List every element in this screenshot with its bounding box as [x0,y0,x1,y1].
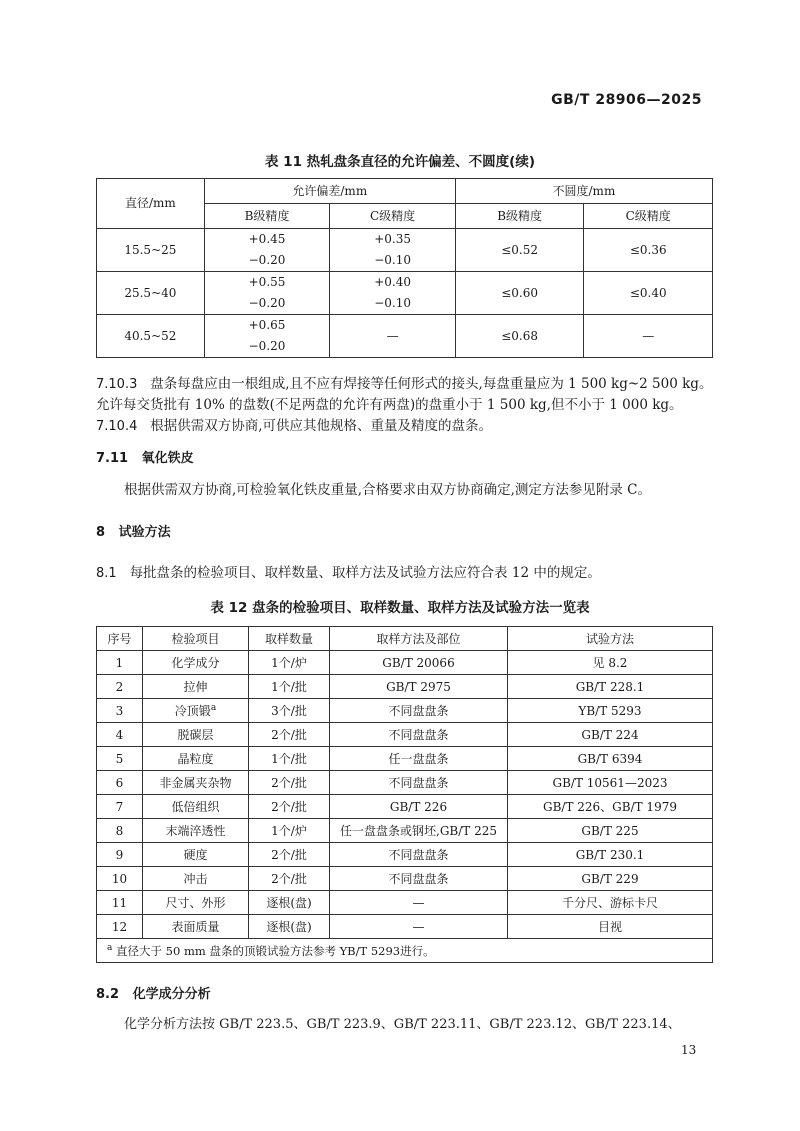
no-cell: 1 [97,651,143,675]
table-row [97,272,713,315]
sampling-cell: GB/T 2975 [330,675,508,699]
item-cell [143,699,249,723]
table-row [97,723,713,747]
lower-value: −0.20 [248,296,286,310]
item-text: 冷顶锻 [174,704,211,718]
no-cell: 7 [97,795,143,819]
table-note-row [97,939,713,963]
item-cell: 尺寸、外形 [143,891,249,915]
table-row [97,315,713,358]
qty-cell: 2个/批 [249,771,330,795]
method-cell: 见 8.2 [508,651,713,675]
table-12 [96,626,713,963]
header-c-grade: C级精度 [584,204,713,229]
table-row [97,795,713,819]
section-title: 氧化铁皮 [141,451,194,466]
header-tolerance: 允许偏差/mm [204,179,455,204]
tolerance-c-cell [330,272,456,315]
method-cell: 千分尺、游标卡尺 [508,891,713,915]
table-row [97,867,713,891]
no-cell: 4 [97,723,143,747]
method-cell: GB/T 225 [508,819,713,843]
table-row [97,651,713,675]
qty-cell: 1个/批 [249,675,330,699]
item-cell: 低倍组织 [143,795,249,819]
sampling-cell: — [330,891,508,915]
section-8-2-text: 化学分析方法按 GB/T 223.5、GB/T 223.9、GB/T 223.11、GB/T 223.12、GB/T 223.14、 [124,1017,681,1032]
ovality-b-cell: ≤0.68 [455,315,584,358]
clause-number: 7.10.3 [96,377,138,392]
diameter-cell: 25.5~40 [97,272,205,315]
table-row [97,819,713,843]
item-cell: 拉伸 [143,675,249,699]
section-title: 化学成分分析 [132,987,211,1002]
ovality-c-cell: ≤0.36 [584,229,713,272]
lower-value: −0.20 [248,339,286,353]
header-diameter: 直径/mm [97,179,205,229]
no-cell: 10 [97,867,143,891]
section-number: 8.2 [96,987,120,1002]
tolerance-b-cell [204,272,330,315]
method-cell: GB/T 224 [508,723,713,747]
sampling-cell: 任一盘盘条或钢坯,GB/T 225 [330,819,508,843]
qty-cell: 3个/批 [249,699,330,723]
table-note [97,939,713,963]
no-cell: 3 [97,699,143,723]
table-row [97,229,713,272]
table-row [97,747,713,771]
header-no: 序号 [97,627,143,651]
method-cell: GB/T 10561—2023 [508,771,713,795]
qty-cell: 2个/批 [249,723,330,747]
sampling-cell: 不同盘盘条 [330,723,508,747]
table-row [97,699,713,723]
item-cell: 非金属夹杂物 [143,771,249,795]
header-sampling: 取样方法及部位 [330,627,508,651]
footnote-marker: a [210,703,217,713]
method-cell: GB/T 228.1 [508,675,713,699]
upper-value: +0.55 [248,275,286,289]
header-qty: 取样数量 [249,627,330,651]
upper-value: +0.45 [248,232,286,246]
qty-cell: 1个/炉 [249,651,330,675]
no-cell: 6 [97,771,143,795]
no-cell: 8 [97,819,143,843]
note-text: 直径大于 50 mm 盘条的顶锻试验方法参考 YB/T 5293进行。 [112,943,435,958]
header-item: 检验项目 [143,627,249,651]
qty-cell: 逐根(盘) [249,891,330,915]
no-cell: 2 [97,675,143,699]
header-method: 试验方法 [508,627,713,651]
no-cell: 5 [97,747,143,771]
tolerance-b-cell [204,315,330,358]
item-cell: 表面质量 [143,915,249,939]
header-ovality: 不圆度/mm [455,179,712,204]
qty-cell: 2个/批 [249,843,330,867]
table-row [97,915,713,939]
diameter-cell: 15.5~25 [97,229,205,272]
no-cell: 9 [97,843,143,867]
method-cell: GB/T 230.1 [508,843,713,867]
item-cell: 化学成分 [143,651,249,675]
clause-7-10-4 [96,416,716,437]
table-row [97,771,713,795]
section-number: 8 [96,525,106,540]
method-cell: GB/T 226、GB/T 1979 [508,795,713,819]
ovality-c-cell: ≤0.40 [584,272,713,315]
sampling-cell: 不同盘盘条 [330,843,508,867]
item-cell: 末端淬透性 [143,819,249,843]
tolerance-c-cell [330,229,456,272]
method-cell: GB/T 229 [508,867,713,891]
upper-value: +0.35 [374,232,411,246]
method-cell: YB/T 5293 [508,699,713,723]
section-7-11-heading [96,448,716,469]
sampling-cell: 不同盘盘条 [330,771,508,795]
tolerance-b-cell [204,229,330,272]
qty-cell: 2个/批 [249,867,330,891]
clause-text: 根据供需双方协商,可供应其他规格、重量及精度的盘条。 [150,418,493,434]
clause-number: 8.1 [96,566,117,581]
no-cell: 11 [97,891,143,915]
ovality-c-cell: — [584,315,713,358]
lower-value: −0.10 [374,296,411,310]
header-b-grade: B级精度 [204,204,330,229]
sampling-cell: 任一盘盘条 [330,747,508,771]
table-row [97,843,713,867]
clause-7-10-3 [96,374,716,416]
clause-text: 每批盘条的检验项目、取样数量、取样方法及试验方法应符合表 12 中的规定。 [129,565,601,581]
footnote-marker: a [107,942,113,953]
ovality-b-cell: ≤0.52 [455,229,584,272]
section-8-heading [96,522,716,543]
header-b-grade: B级精度 [455,204,584,229]
table-12-caption: 表 12 盘条的检验项目、取样数量、取样方法及试验方法一览表 [210,600,590,616]
clause-text: 盘条每盘应由一根组成,且不应有焊接等任何形式的接头,每盘重量应为 1 500 kg~2 500 kg。 [150,376,713,392]
table-11-caption: 表 11 热轧盘条直径的允许偏差、不圆度(续) [264,154,536,170]
section-title: 试验方法 [118,525,171,540]
item-cell: 冲击 [143,867,249,891]
standard-number: GB/T 28906—2025 [551,92,702,108]
sampling-cell: 不同盘盘条 [330,699,508,723]
item-cell: 硬度 [143,843,249,867]
table-header-row [97,627,713,651]
section-8-2-heading [96,984,716,1005]
method-cell: GB/T 6394 [508,747,713,771]
item-cell: 晶粒度 [143,747,249,771]
method-cell: 目视 [508,915,713,939]
sampling-cell: — [330,915,508,939]
clause-text: 允许每交货批有 10% 的盘数(不足两盘的允许有两盘)的盘重小于 1 500 kg,但不小于 1 000 kg。 [96,397,683,413]
header-c-grade: C级精度 [330,204,456,229]
clause-8-1 [96,563,716,584]
sampling-cell: 不同盘盘条 [330,867,508,891]
item-cell: 脱碳层 [143,723,249,747]
lower-value: −0.20 [248,253,286,267]
table-row [97,675,713,699]
qty-cell: 逐根(盘) [249,915,330,939]
clause-number: 7.10.4 [96,419,138,434]
sampling-cell: GB/T 226 [330,795,508,819]
sampling-cell: GB/T 20066 [330,651,508,675]
qty-cell: 1个/炉 [249,819,330,843]
qty-cell: 1个/批 [249,747,330,771]
qty-cell: 2个/批 [249,795,330,819]
table-row [97,891,713,915]
page-number: 13 [681,1043,697,1057]
upper-value: +0.40 [374,275,411,289]
upper-value: +0.65 [248,318,286,332]
ovality-b-cell: ≤0.60 [455,272,584,315]
no-cell: 12 [97,915,143,939]
table-11 [96,178,713,358]
tolerance-c-cell: — [330,315,456,358]
section-7-11-text: 根据供需双方协商,可检验氧化铁皮重量,合格要求由双方协商确定,测定方法参见附录 C。 [124,482,651,498]
section-number: 7.11 [96,451,129,466]
diameter-cell: 40.5~52 [97,315,205,358]
lower-value: −0.10 [374,253,411,267]
